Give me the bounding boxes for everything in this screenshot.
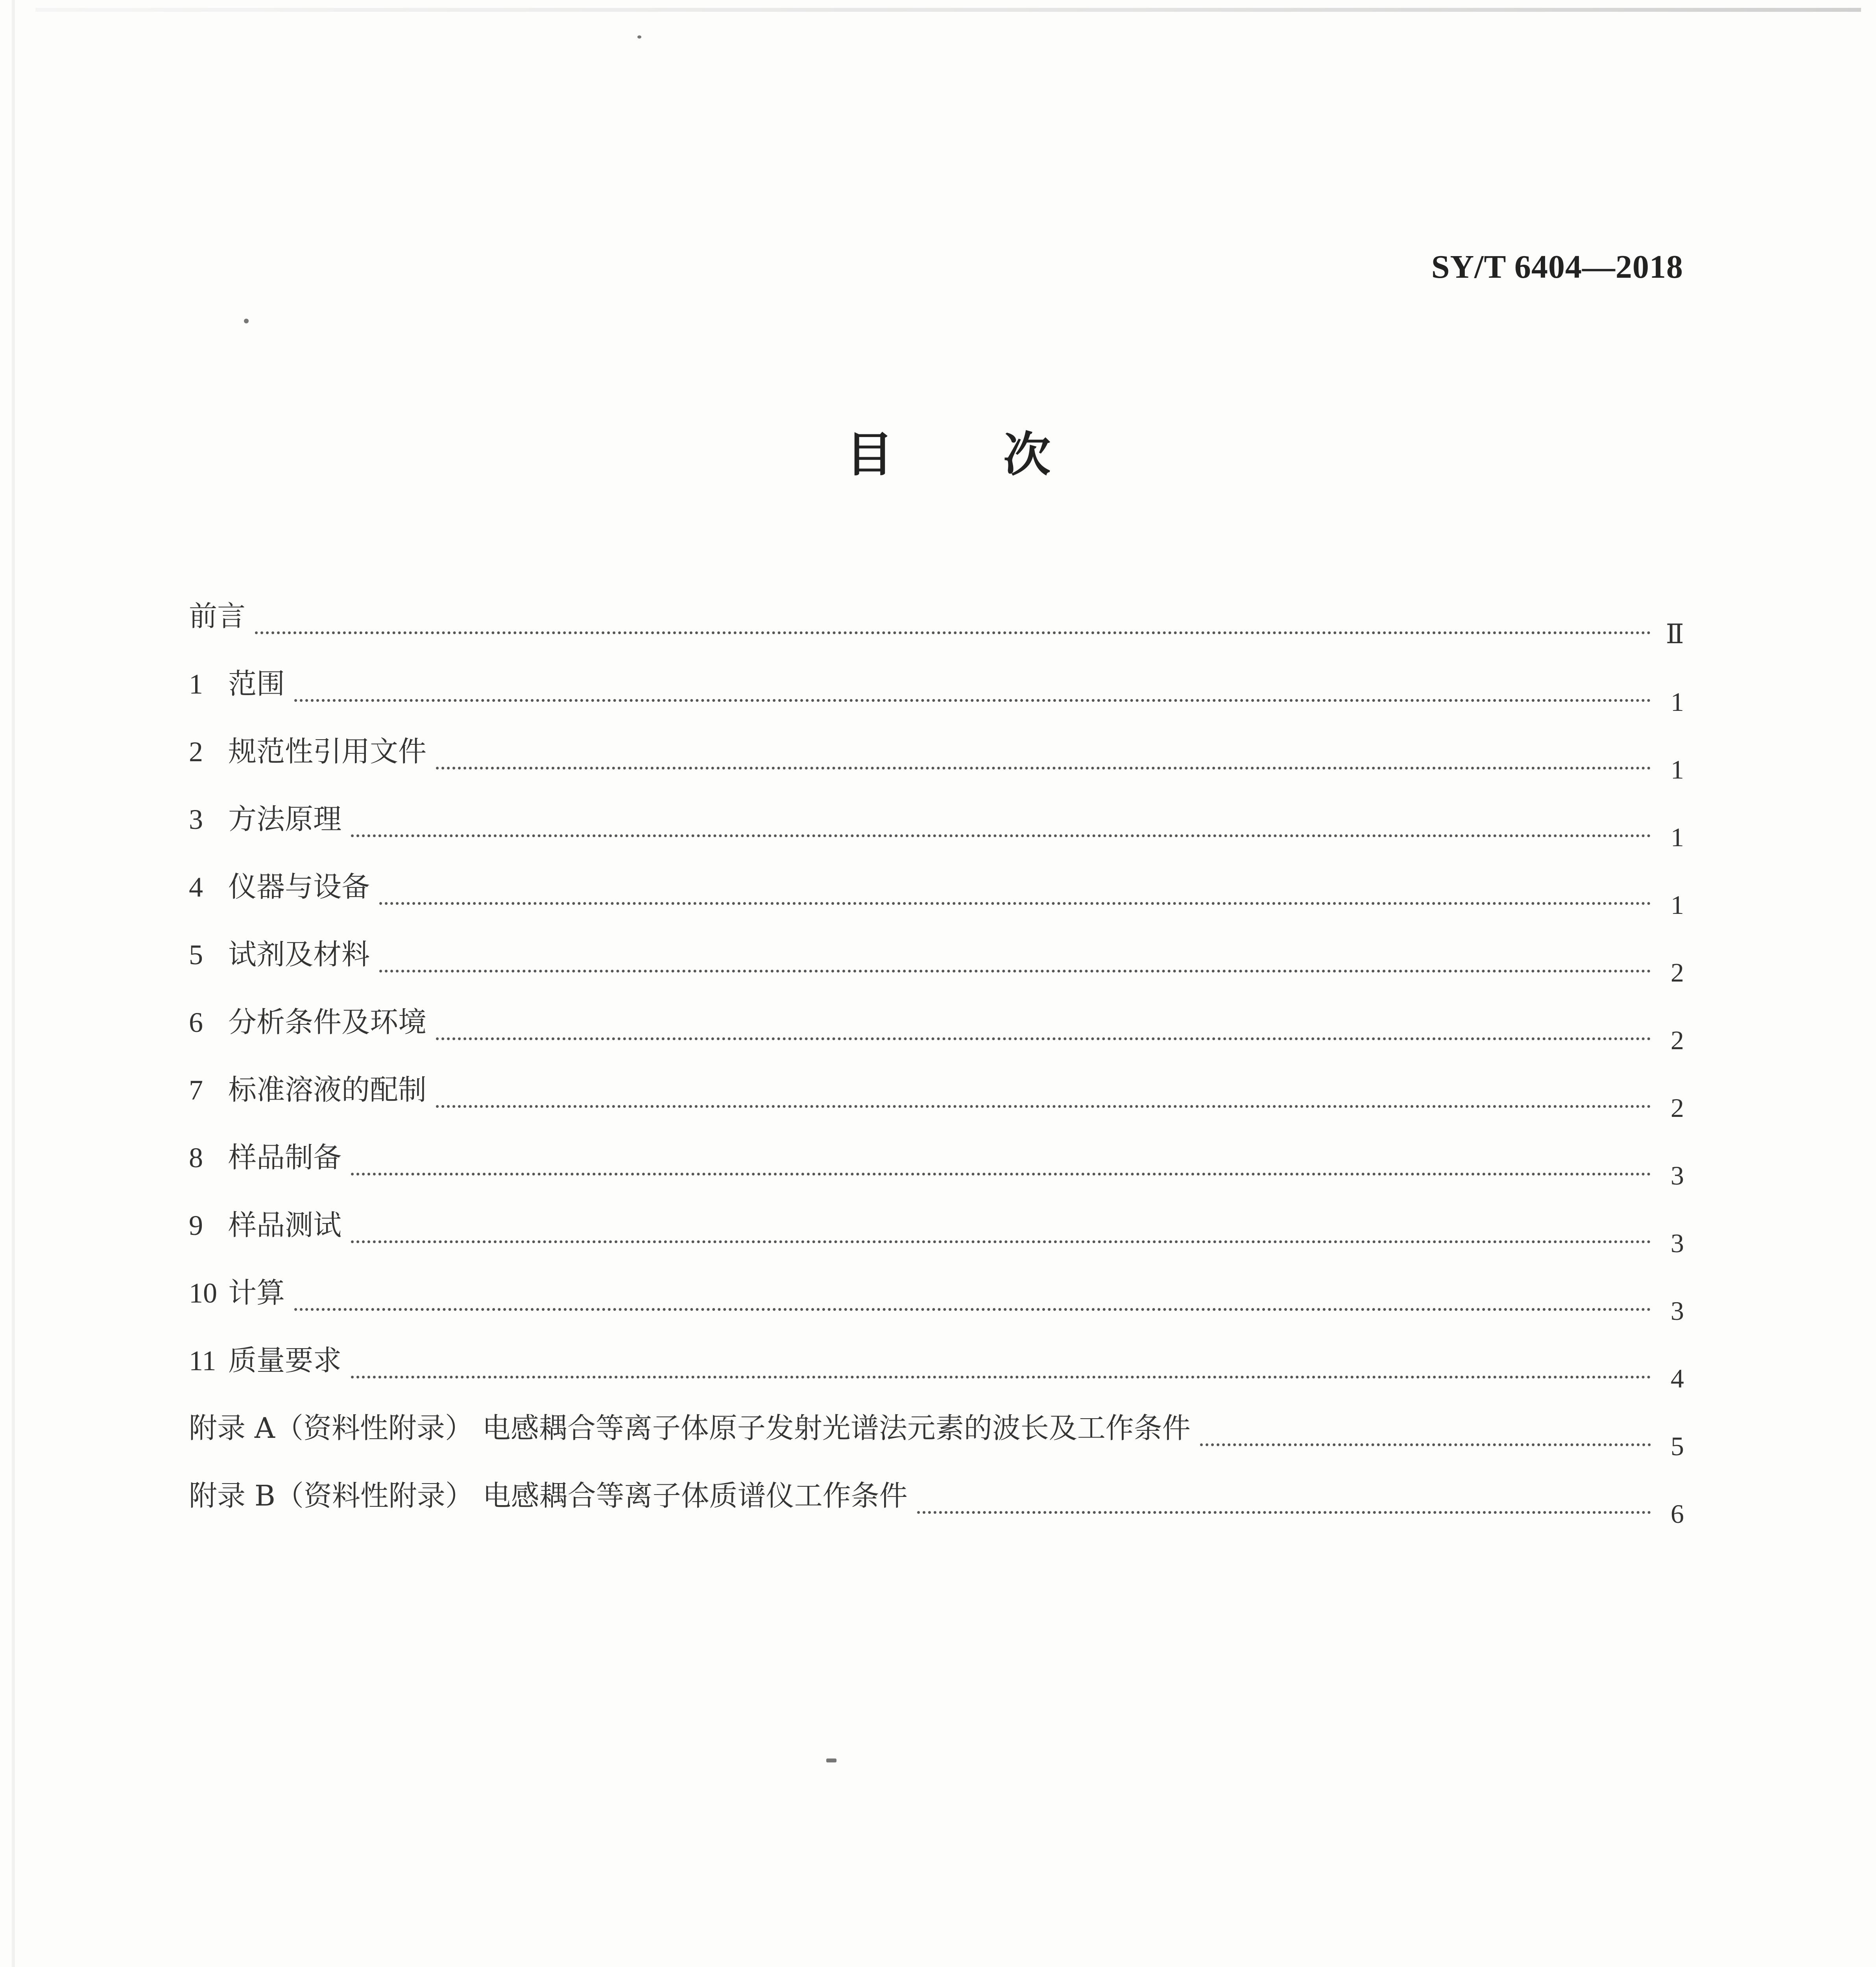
toc-entry-page: 3 xyxy=(1671,1228,1684,1258)
toc-entry-7[interactable] xyxy=(189,1056,1684,1124)
toc-entry-label: 附录 B（资料性附录） 电感耦合等离子体质谱仪工作条件 xyxy=(189,1479,908,1512)
toc-entry-label: 分析条件及环境 xyxy=(228,1006,427,1039)
leader-dots xyxy=(351,1240,1651,1243)
toc-entry-label: 范围 xyxy=(228,667,285,700)
toc-entry-number: 4 xyxy=(189,871,203,903)
leader-dots xyxy=(351,834,1651,837)
leader-dots xyxy=(436,1105,1651,1108)
scan-edge xyxy=(35,8,1861,12)
toc-entry-preface[interactable] xyxy=(189,582,1684,650)
toc-title-char: 目 xyxy=(846,428,893,482)
toc-entry-number: 3 xyxy=(189,804,203,835)
toc-entry-page: 4 xyxy=(1671,1364,1684,1393)
toc-entry-number: 1 xyxy=(189,668,203,700)
toc-entry-label: 附录 A（资料性附录） 电感耦合等离子体原子发射光谱法元素的波长及工作条件 xyxy=(189,1412,1191,1445)
toc-entry-10[interactable] xyxy=(189,1259,1684,1327)
leader-dots xyxy=(294,699,1651,702)
toc-entry-label: 规范性引用文件 xyxy=(228,735,427,768)
leader-dots xyxy=(436,767,1651,769)
toc-entry-page: 1 xyxy=(1671,687,1684,717)
toc-entry-number: 11 xyxy=(189,1345,216,1377)
toc-entry-label: 计算 xyxy=(228,1276,285,1309)
toc-entry-number: 8 xyxy=(189,1142,203,1174)
toc-entry-number: 7 xyxy=(189,1074,203,1106)
toc-entry-label: 方法原理 xyxy=(228,803,342,836)
toc-entry-1[interactable] xyxy=(189,650,1684,718)
toc-entry-label: 质量要求 xyxy=(228,1344,342,1377)
toc-entry-page: 1 xyxy=(1671,822,1684,852)
scan-speck xyxy=(826,1758,836,1762)
toc-title xyxy=(846,417,1051,485)
scan-speck xyxy=(637,35,641,39)
toc-title-char: 次 xyxy=(1003,428,1051,482)
toc-entry-label: 样品制备 xyxy=(228,1141,342,1174)
toc-entry-appendix-a[interactable] xyxy=(189,1394,1684,1462)
toc-entry-8[interactable] xyxy=(189,1124,1684,1191)
leader-dots xyxy=(255,631,1651,634)
leader-dots xyxy=(436,1037,1651,1040)
toc-entry-page: 3 xyxy=(1671,1296,1684,1326)
toc-entry-3[interactable] xyxy=(189,785,1684,853)
leader-dots xyxy=(379,902,1651,905)
leader-dots xyxy=(351,1376,1651,1378)
toc-entry-page: 5 xyxy=(1671,1431,1684,1461)
leader-dots xyxy=(351,1173,1651,1175)
toc-entry-page: Ⅱ xyxy=(1666,619,1684,649)
toc-entry-9[interactable] xyxy=(189,1191,1684,1259)
toc-entry-number: 5 xyxy=(189,939,203,971)
toc-entry-5[interactable] xyxy=(189,921,1684,988)
leader-dots xyxy=(294,1308,1651,1311)
toc-entry-label: 仪器与设备 xyxy=(228,870,370,903)
toc-entry-number: 9 xyxy=(189,1210,203,1241)
toc-entry-page: 6 xyxy=(1671,1499,1684,1529)
toc-entry-number: 2 xyxy=(189,736,203,768)
toc-entry-label: 样品测试 xyxy=(228,1209,342,1242)
toc-entry-page: 1 xyxy=(1671,755,1684,784)
toc-entry-number: 6 xyxy=(189,1007,203,1038)
toc-entry-page: 2 xyxy=(1671,958,1684,987)
toc-entry-appendix-b[interactable] xyxy=(189,1462,1684,1530)
scan-speck xyxy=(244,319,249,323)
toc-entry-4[interactable] xyxy=(189,853,1684,921)
toc-entry-page: 2 xyxy=(1671,1093,1684,1123)
toc-entry-page: 3 xyxy=(1671,1161,1684,1190)
scan-edge xyxy=(12,0,15,1967)
leader-dots xyxy=(379,970,1651,972)
toc-entry-page: 1 xyxy=(1671,890,1684,920)
toc-entry-2[interactable] xyxy=(189,718,1684,785)
toc-entry-label: 前言 xyxy=(189,600,246,633)
toc-entry-11[interactable] xyxy=(189,1327,1684,1394)
toc-entry-label: 试剂及材料 xyxy=(228,938,370,971)
leader-dots xyxy=(1200,1443,1651,1446)
standard-number: SY/T 6404—2018 xyxy=(1431,249,1683,285)
toc-entry-label: 标准溶液的配制 xyxy=(228,1073,427,1106)
toc-entry-6[interactable] xyxy=(189,988,1684,1056)
leader-dots xyxy=(917,1511,1651,1514)
table-of-contents xyxy=(189,582,1684,1530)
toc-entry-page: 2 xyxy=(1671,1025,1684,1055)
toc-entry-number: 10 xyxy=(189,1277,217,1309)
